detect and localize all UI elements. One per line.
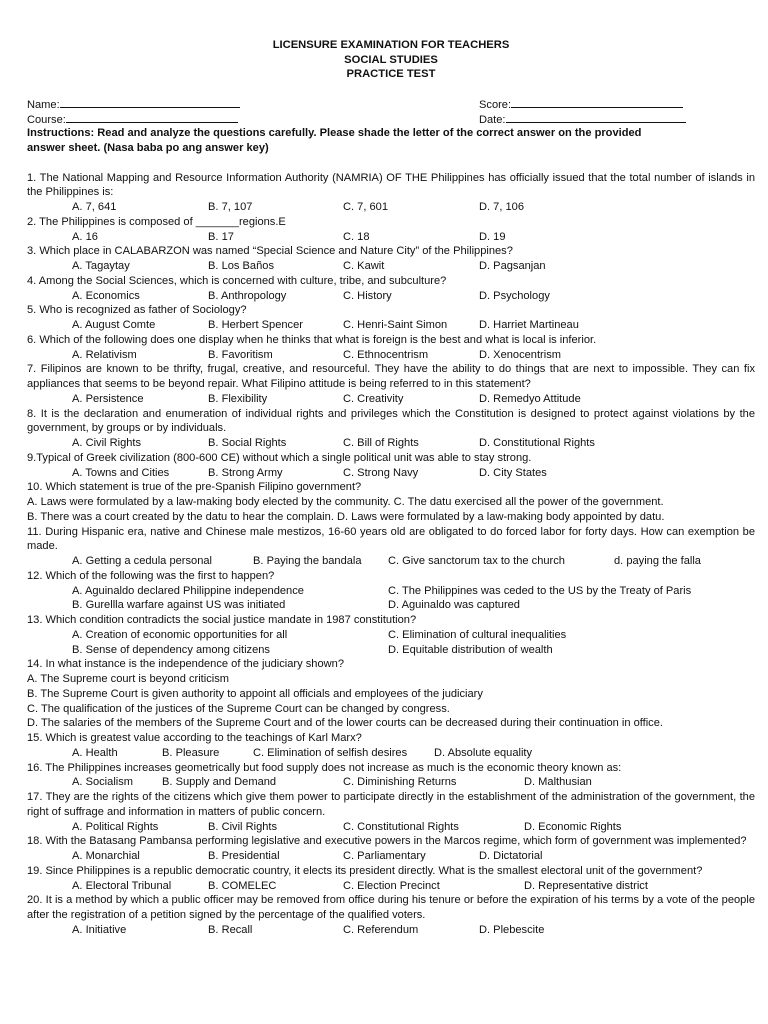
answer-choice[interactable]: A. Initiative (72, 923, 127, 936)
question-text: 18. With the Batasang Pambansa performing legislative and executive powers in the Marcos regime, which form of government was implemented? (27, 835, 747, 848)
answer-choices-row (27, 289, 755, 304)
answer-choices-row (27, 466, 755, 481)
answer-choices-row (27, 584, 755, 599)
answer-choice[interactable]: D. Pagsanjan (479, 260, 546, 273)
answer-choice[interactable]: D. City States (479, 466, 547, 479)
question-item (27, 171, 755, 215)
answer-choice[interactable]: C. Henri-Saint Simon (343, 319, 448, 332)
answer-choice[interactable]: B. Presidential (208, 850, 280, 863)
answer-choice-line[interactable]: B. The Supreme Court is given authority to appoint all officials and employees of the judiciary (27, 687, 483, 700)
answer-choice[interactable]: D. Dictatorial (479, 850, 543, 863)
answer-choice[interactable]: A. Tagaytay (72, 260, 130, 273)
answer-choice-line[interactable]: C. The qualification of the justices of the Supreme Court can be changed by congress. (27, 702, 450, 715)
answer-choices-row (27, 923, 755, 938)
instructions: Instructions: Read and analyze the questions carefully. Please shade the letter of the correct answer on the provided answer sheet. (Nasa baba po ang answer key) (27, 127, 642, 155)
question-text: 17. They are the rights of the citizens which give them power to participate directly in the establishment of the administration of the government, the right of suffrage and information in matters of public concern. (27, 791, 755, 818)
answer-choice[interactable]: A. Persistence (72, 392, 144, 405)
answer-choices-row (27, 775, 755, 790)
score-blank[interactable] (511, 97, 683, 108)
question-list (27, 171, 755, 938)
answer-choice[interactable]: C. Ethnocentrism (343, 348, 429, 361)
answer-choice[interactable]: D. Remedyo Attitude (479, 392, 581, 405)
answer-choice[interactable]: B. Anthropology (208, 289, 287, 302)
answer-choice[interactable]: A. Towns and Cities (72, 466, 170, 479)
date-field[interactable] (479, 112, 686, 128)
question-item (27, 864, 755, 894)
question-text: 9.Typical of Greek civilization (800-600 CE) without which a single political unit was able to stay strong. (27, 451, 532, 464)
answer-choice[interactable]: B. Gurellla warfare against US was initiated (72, 599, 286, 612)
answer-choice[interactable]: C. History (343, 289, 392, 302)
answer-choice[interactable]: D. Psychology (479, 289, 550, 302)
name-field[interactable] (27, 97, 240, 113)
question-text: 11. During Hispanic era, native and Chinese male mestizos, 16-60 years old are obligated to do forced labor for forty days. How can exemption be made. (27, 525, 755, 553)
answer-choice[interactable]: B. Social Rights (208, 437, 287, 450)
question-item (27, 480, 755, 524)
answer-choices-row (27, 392, 755, 407)
question-item (27, 303, 755, 333)
score-field[interactable] (479, 97, 683, 113)
answer-choice[interactable]: A. Civil Rights (72, 437, 142, 450)
answer-choice[interactable]: A. August Comte (72, 319, 156, 332)
answer-choices-row (27, 436, 755, 451)
answer-choice[interactable]: B. Favoritism (208, 348, 273, 361)
title-line-3: PRACTICE TEST (346, 68, 436, 81)
name-label: Name: (27, 98, 60, 111)
answer-choices-row (27, 746, 755, 761)
answer-choice[interactable]: A. Political Rights (72, 820, 159, 833)
answer-choice[interactable]: C. Kawit (343, 260, 385, 273)
answer-choices-row (27, 849, 755, 864)
question-item (27, 834, 755, 864)
question-item (27, 731, 755, 761)
answer-choice[interactable]: D. Aguinaldo was captured (388, 599, 520, 612)
answer-choice[interactable]: D. Economic Rights (524, 820, 622, 833)
answer-choice[interactable]: B. Strong Army (208, 466, 283, 479)
answer-choices-row (27, 628, 755, 643)
question-item (27, 407, 755, 451)
question-item (27, 790, 755, 834)
answer-choice-line[interactable]: D. The salaries of the members of the Supreme Court and of the lower courts can be decreased during their continuation in office. (27, 717, 663, 730)
answer-choices-row (27, 348, 755, 363)
answer-choice-line[interactable]: A. Laws were formulated by a law-making body elected by the community. C. The datu exercised all the power of the government. (27, 496, 664, 509)
answer-choices-row (27, 230, 755, 245)
answer-choices-row (27, 879, 755, 894)
answer-choices-row (27, 598, 755, 613)
answer-choice-line[interactable]: A. The Supreme court is beyond criticism (27, 673, 230, 686)
answer-choice[interactable]: B. Los Baños (208, 260, 274, 273)
answer-choice[interactable]: B. Supply and Demand (162, 776, 277, 789)
question-item (27, 362, 755, 406)
practice-test-page (27, 38, 755, 938)
answer-choice[interactable]: D. Constitutional Rights (479, 437, 595, 450)
answer-choice[interactable]: C. Elimination of selfish desires (253, 746, 408, 759)
answer-choice[interactable]: A. Electoral Tribunal (72, 879, 172, 892)
answer-choice[interactable]: B. Recall (208, 923, 253, 936)
question-text: 16. The Philippines increases geometrically but food supply does not increase as much is the economic theory known as: (27, 761, 622, 774)
answer-choices-row (27, 200, 755, 215)
answer-choice[interactable]: D. Absolute equality (434, 746, 533, 759)
answer-choice[interactable]: A. Economics (72, 289, 140, 302)
answer-choice[interactable]: D. Harriet Martineau (479, 319, 579, 332)
answer-choice[interactable]: C. Parliamentary (343, 850, 426, 863)
answer-choices-row (27, 820, 755, 835)
answer-choice[interactable]: B. COMELEC (208, 879, 277, 892)
answer-choice[interactable]: A. 7, 641 (72, 201, 117, 214)
answer-choice[interactable]: C. Referendum (343, 923, 419, 936)
question-item (27, 451, 755, 481)
answer-choice[interactable]: B. Civil Rights (208, 820, 278, 833)
question-item (27, 244, 755, 274)
question-text: 1. The National Mapping and Resource Information Authority (NAMRIA) OF THE Philippines has officially issued that the total number of islands in the Philippines is: (27, 171, 755, 199)
question-text: 5. Who is recognized as father of Sociology? (27, 304, 247, 317)
answer-choices-row (27, 554, 755, 569)
score-label: Score: (479, 98, 512, 111)
answer-choice[interactable]: B. Pleasure (162, 746, 220, 759)
question-item (27, 333, 755, 363)
answer-choice[interactable]: C. Creativity (343, 392, 404, 405)
question-text: 3. Which place in CALABARZON was named “Special Science and Nature City” of the Philippines? (27, 245, 513, 258)
answer-choice[interactable]: B. Flexibility (208, 392, 268, 405)
question-item (27, 613, 755, 657)
answer-choice[interactable]: C. The Philippines was ceded to the US by the Treaty of Paris (388, 584, 692, 597)
answer-choice[interactable]: D. Representative district (524, 879, 648, 892)
answer-choice[interactable]: C. Bill of Rights (343, 437, 419, 450)
question-text: 14. In what instance is the independence of the judiciary shown? (27, 658, 344, 671)
answer-choice[interactable]: d. paying the falla (614, 555, 701, 568)
answer-choice[interactable]: C. 7, 601 (343, 201, 389, 214)
question-text: 12. Which of the following was the first to happen? (27, 569, 275, 582)
answer-choice[interactable]: D. 19 (479, 230, 506, 243)
question-text: 15. Which is greatest value according to the teachings of Karl Marx? (27, 732, 362, 745)
question-text: 2. The Philippines is composed of _______regions.E (27, 215, 286, 228)
question-text: 7. Filipinos are known to be thrifty, frugal, creative, and resourceful. They have the ability to do things that are next to impossible. They can fix appliances that seems to be beyond repair. What Filipino attitude is being referred to in this statement? (27, 363, 755, 391)
answer-choice[interactable]: A. 16 (72, 230, 98, 243)
date-blank[interactable] (506, 112, 686, 123)
answer-choice[interactable]: D. 7, 106 (479, 201, 525, 214)
answer-choice[interactable]: C. Diminishing Returns (343, 776, 457, 789)
question-text: 20. It is a method by which a public officer may be removed from office during his tenure or before the expiration of his terms by a vote of the people after the registration of a petition signed by the percentage of the qualified voters. (27, 894, 755, 922)
title-line-2: SOCIAL STUDIES (344, 53, 438, 66)
question-text: 10. Which statement is true of the pre-Spanish Filipino government? (27, 481, 362, 494)
question-item (27, 761, 755, 791)
answer-choice[interactable]: A. Socialism (72, 776, 134, 789)
course-label: Course: (27, 113, 66, 126)
answer-choice[interactable]: B. 17 (208, 230, 234, 243)
answer-choice[interactable]: C. Elimination of cultural inequalities (388, 628, 567, 641)
student-info-fields (27, 97, 755, 127)
answer-choice[interactable]: D. Xenocentrism (479, 348, 562, 361)
question-text: 13. Which condition contradicts the social justice mandate in 1987 constitution? (27, 614, 417, 627)
question-item (27, 657, 755, 731)
question-item (27, 215, 755, 245)
answer-choice[interactable]: A. Creation of economic opportunities for all (72, 628, 288, 641)
question-text: 19. Since Philippines is a republic democratic country, it elects its president directly. What is the smallest electoral unit of the government? (27, 864, 703, 877)
course-blank[interactable] (66, 112, 238, 123)
answer-choice[interactable]: B. Paying the bandala (253, 555, 362, 568)
name-blank[interactable] (60, 97, 240, 108)
question-item (27, 569, 755, 613)
answer-choice[interactable]: C. Strong Navy (343, 466, 419, 479)
answer-choice[interactable]: C. Constitutional Rights (343, 820, 459, 833)
answer-choice[interactable]: D. Plebescite (479, 923, 545, 936)
question-text: 6. Which of the following does one display when he thinks that what is foreign is the best and what is local is inferior. (27, 333, 597, 346)
answer-choice[interactable]: C. 18 (343, 230, 370, 243)
title-line-1: LICENSURE EXAMINATION FOR TEACHERS (272, 39, 510, 51)
question-item (27, 893, 755, 937)
answer-choices-row (27, 318, 755, 333)
date-label: Date: (479, 113, 506, 126)
answer-choice[interactable]: D. Malthusian (524, 776, 592, 789)
question-item (27, 274, 755, 304)
answer-choice[interactable]: B. Herbert Spencer (208, 319, 303, 332)
answer-choice[interactable]: B. 7, 107 (208, 201, 253, 214)
answer-choice[interactable]: C. Election Precinct (343, 879, 440, 892)
course-field[interactable] (27, 112, 238, 128)
answer-choices-row (27, 259, 755, 274)
answer-choice[interactable]: A. Getting a cedula personal (72, 555, 212, 568)
answer-choices-row (27, 643, 755, 658)
answer-choice[interactable]: B. Sense of dependency among citizens (72, 643, 270, 656)
question-item (27, 525, 755, 569)
answer-choice-line[interactable]: B. There was a court created by the datu to hear the complain. D. Laws were formulated by a law-making body appointed by datu. (27, 510, 665, 523)
question-text: 8. It is the declaration and enumeration of individual rights and privileges which the Constitution is designed to protect against violations by the government, by groups or by individuals. (27, 407, 755, 435)
question-text: 4. Among the Social Sciences, which is concerned with culture, tribe, and subculture? (27, 274, 447, 287)
answer-choice[interactable]: A. Monarchial (72, 850, 140, 863)
answer-choice[interactable]: A. Aguinaldo declared Philippine independence (72, 584, 304, 597)
answer-choice[interactable]: D. Equitable distribution of wealth (388, 643, 553, 656)
answer-choice[interactable]: A. Relativism (72, 348, 137, 361)
answer-choice[interactable]: C. Give sanctorum tax to the church (388, 555, 565, 568)
answer-choice[interactable]: A. Health (72, 746, 118, 759)
